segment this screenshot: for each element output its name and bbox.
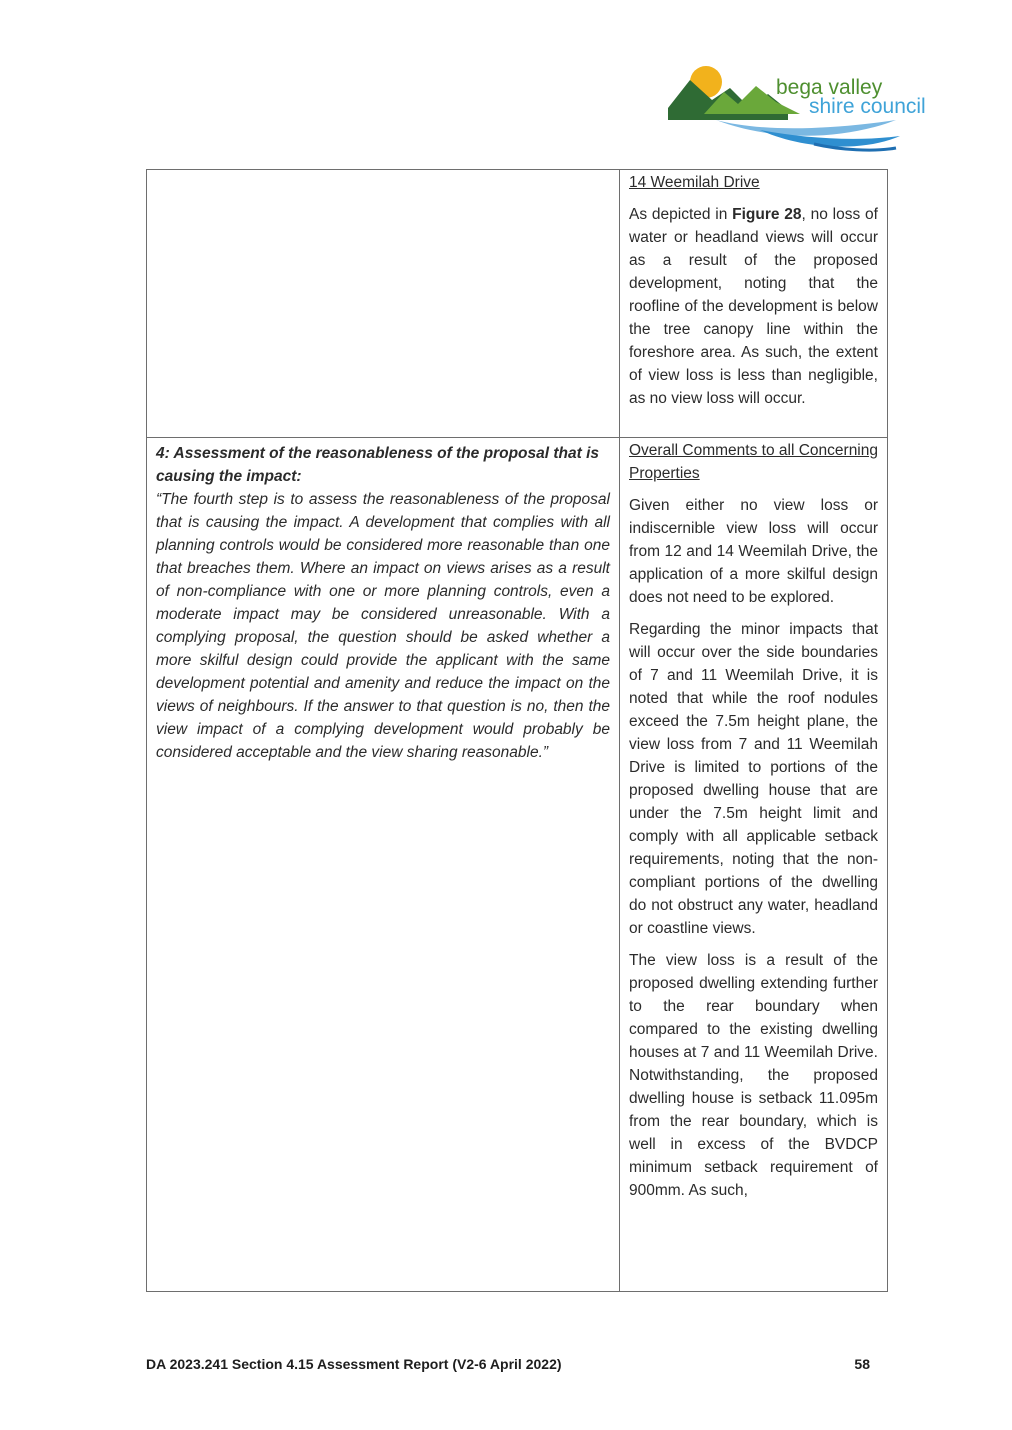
row1-right-cell xyxy=(620,170,888,438)
report-reference: DA 2023.241 Section 4.15 Assessment Report (V2-6 April 2022) xyxy=(146,1356,562,1372)
comment-paragraph: The view loss is a result of the proposed dwelling extending further to the rear boundary when compared to the existing dwelling houses at 7 and 11 Weemilah Drive. Notwithstanding, the proposed dwelling house is setback 11.095m from the rear boundary, which is well in excess of the BVDCP minimum setback requirement of 900mm. As such, xyxy=(629,952,878,1199)
assessment-step-quote: “The fourth step is to assess the reasonableness of the proposal that is causing the impact. A development that complies with all planning controls would be considered more reasonable than one that breaches them. Where an impact on views arises as a result of non-compliance with one or more planning controls, even a moderate impact may be considered unreasonable. With a complying proposal, the question should be asked whether a more skilful design could provide the applicant with the same development potential and amenity and reduce the impact on the views of neighbours. If the answer to that question is no, then the view impact of a complying development would probably be considered acceptable and the view sharing reasonable.” xyxy=(156,491,610,761)
property-title: 14 Weemilah Drive xyxy=(629,174,760,191)
council-logo xyxy=(664,58,944,158)
table-row xyxy=(147,438,888,1292)
logo-text-line1: bega valley xyxy=(776,76,883,99)
assessment-step-heading: 4: Assessment of the reasonableness of the proposal that is causing the impact: xyxy=(156,445,600,485)
row1-left-cell xyxy=(147,170,620,438)
figure-reference: Figure 28 xyxy=(732,206,802,223)
property-paragraph: As depicted in Figure 28, no loss of water or headland views will occur as a result of the proposed development, noting that the roofline of the development is below the tree canopy line within the foreshore area. As such, the extent of view loss is less than negligible, as no view loss will occur. xyxy=(629,206,878,407)
row2-left-cell xyxy=(147,438,620,1292)
assessment-table xyxy=(146,169,888,1292)
logo-text-line2: shire council xyxy=(809,95,926,118)
table-row xyxy=(147,170,888,438)
overall-comments-title: Overall Comments to all Concerning Properties xyxy=(629,442,878,482)
comment-paragraph: Given either no view loss or indiscernible view loss will occur from 12 and 14 Weemilah Drive, the application of a more skilful design does not need to be explored. xyxy=(629,497,878,606)
page-number: 58 xyxy=(854,1356,870,1372)
row2-right-cell xyxy=(620,438,888,1292)
comment-paragraph: Regarding the minor impacts that will occur over the side boundaries of 7 and 11 Weemilah Drive, it is noted that while the roof nodules exceed the 7.5m height plane, the view loss from 7 and 11 Weemilah Drive is limited to portions of the proposed dwelling house that are under the 7.5m height limit and comply with all applicable setback requirements, noting that the non-compliant portions of the dwelling do not obstruct any water, headland or coastline views. xyxy=(629,621,878,937)
